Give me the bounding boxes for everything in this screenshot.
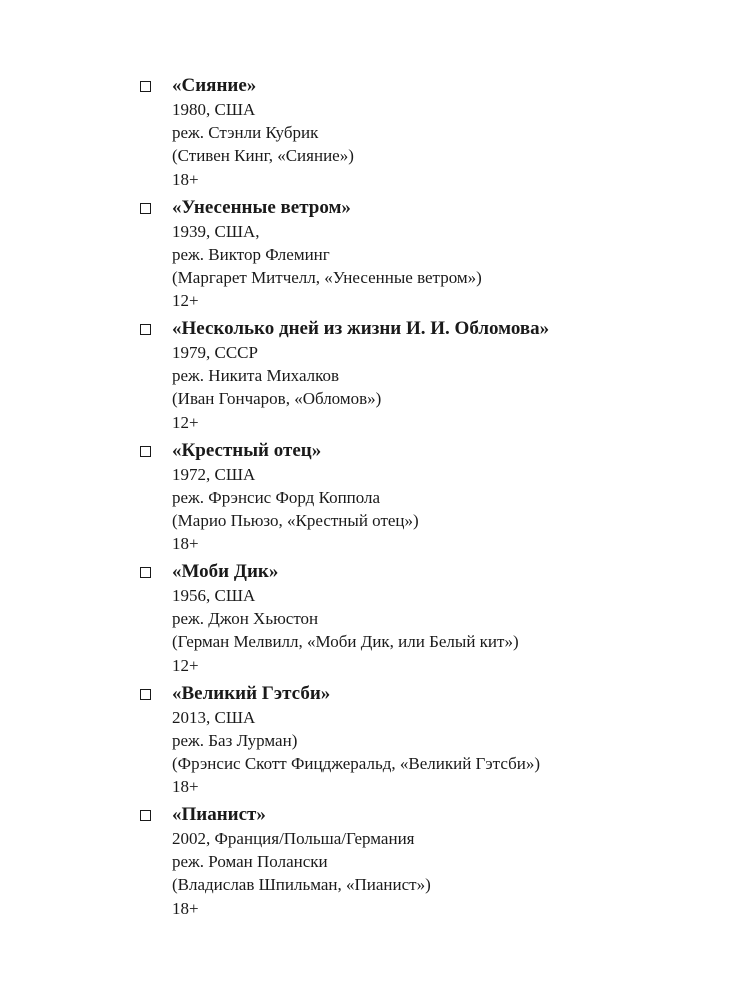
film-year-country: 1980, США [172, 100, 256, 119]
film-source: (Фрэнсис Скотт Фицджеральд, «Великий Гэтсби») [172, 753, 540, 773]
film-title: «Великий Гэтсби» [172, 682, 331, 704]
film-source: (Стивен Кинг, «Сияние») [172, 146, 354, 166]
film-entry [140, 74, 700, 196]
film-title: «Крестный отец» [172, 439, 322, 461]
film-title: «Пианист» [172, 804, 266, 825]
film-entry [140, 196, 700, 318]
film-title: «Несколько дней из жизни И. И. Обломова» [172, 318, 550, 339]
film-director: реж. Джон Хьюстон [172, 609, 319, 629]
film-title: «Унесенные ветром» [172, 196, 351, 218]
film-rating: 12+ [172, 291, 199, 311]
checkbox-icon[interactable] [140, 324, 151, 335]
film-director: реж. Стэнли Кубрик [172, 123, 319, 143]
film-checklist [140, 74, 700, 925]
film-director: реж. Фрэнсис Форд Коппола [172, 487, 381, 507]
film-year-country: 1972, США [172, 464, 256, 484]
checkbox-icon[interactable] [140, 203, 151, 214]
film-entry [140, 317, 700, 439]
film-source: (Герман Мелвилл, «Моби Дик, или Белый кит») [172, 632, 519, 652]
film-year-country: 1956, США [172, 586, 256, 605]
checkbox-icon[interactable] [140, 446, 151, 457]
film-source: (Иван Гончаров, «Обломов») [172, 389, 382, 409]
checkbox-icon[interactable] [140, 567, 151, 578]
checkbox-icon[interactable] [140, 810, 151, 821]
film-rating: 18+ [172, 898, 199, 918]
film-year-country: 1979, СССР [172, 343, 258, 362]
film-rating: 18+ [172, 534, 199, 554]
film-year-country: 1939, США, [172, 221, 260, 241]
film-rating: 18+ [172, 169, 199, 189]
film-source: (Марио Пьюзо, «Крестный отец») [172, 510, 419, 530]
checkbox-icon[interactable] [140, 81, 151, 92]
film-rating: 18+ [172, 777, 199, 797]
film-director: реж. Виктор Флеминг [172, 244, 330, 264]
film-entry [140, 439, 700, 561]
film-year-country: 2013, США [172, 707, 256, 727]
film-source: (Маргарет Митчелл, «Унесенные ветром») [172, 267, 482, 287]
film-year-country: 2002, Франция/Польша/Германия [172, 829, 415, 848]
film-title: «Сияние» [172, 75, 257, 96]
film-director: реж. Роман Полански [172, 852, 328, 872]
film-title: «Моби Дик» [172, 561, 279, 582]
film-director: реж. Никита Михалков [172, 366, 340, 386]
film-rating: 12+ [172, 412, 199, 432]
film-entry [140, 682, 700, 804]
film-entry [140, 803, 700, 925]
film-entry [140, 560, 700, 682]
film-source: (Владислав Шпильман, «Пианист») [172, 875, 431, 895]
film-rating: 12+ [172, 655, 199, 675]
film-director: реж. Баз Лурман) [172, 730, 298, 750]
checkbox-icon[interactable] [140, 689, 151, 700]
